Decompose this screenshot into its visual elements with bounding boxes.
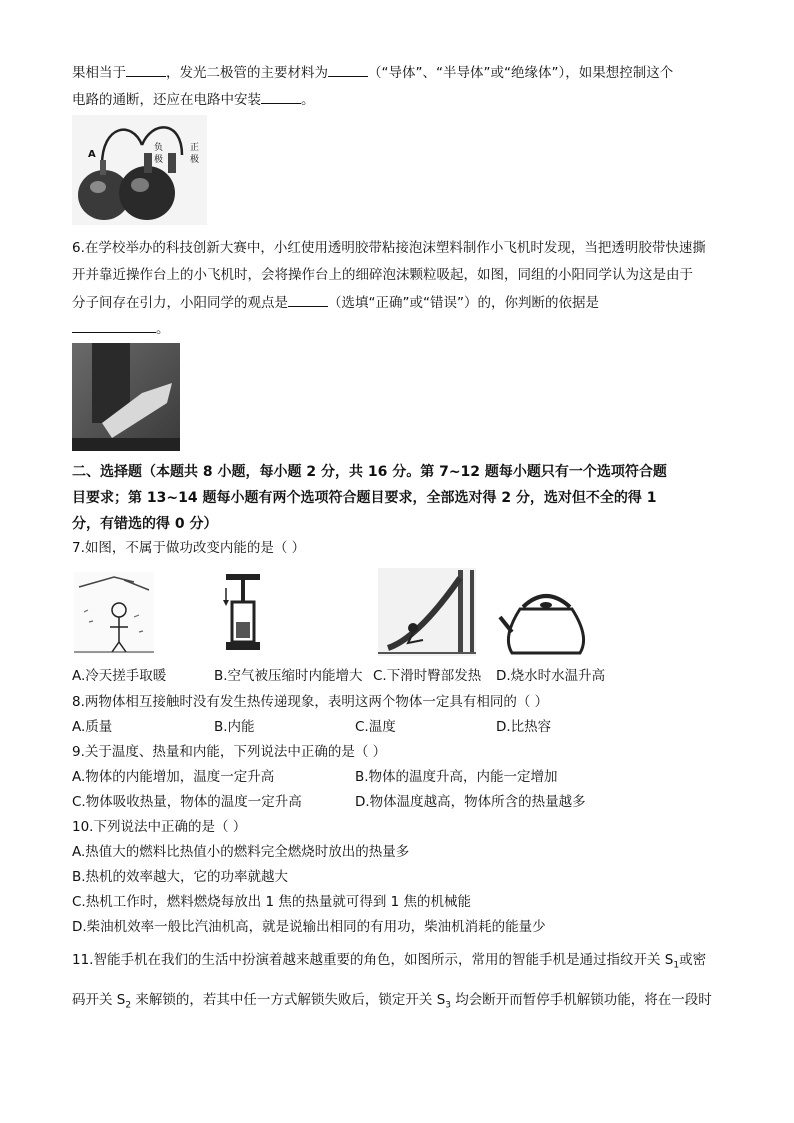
q10-option-b[interactable]: B.热机的效率越大，它的功率就越大	[72, 869, 289, 885]
q5-line-1	[72, 62, 673, 83]
section-2-heading-line-3: 分，有错选的得 0 分）	[72, 516, 218, 532]
q9-stem: 9.关于温度、热量和内能，下列说法中正确的是（ ）	[72, 744, 387, 760]
q9-option-a[interactable]: A.物体的内能增加，温度一定升高	[72, 769, 275, 785]
section-2-heading-line-1: 二、选择题（本题共 8 小题，每小题 2 分，共 16 分。第 7~12 题每小题只有一个选项符合题	[72, 464, 667, 480]
q8-stem: 8.两物体相互接触时没有发生热传递现象，表明这两个物体一定具有相同的（ ）	[72, 694, 549, 710]
svg-text:极: 极	[190, 155, 200, 165]
q10-option-c[interactable]: C.热机工作时，燃料燃烧每放出 1 焦的热量就可得到 1 焦的机械能	[72, 894, 472, 910]
q9-option-c[interactable]: C.物体吸收热量，物体的温度一定升高	[72, 794, 302, 810]
answer-blank	[328, 62, 368, 77]
q9-option-d[interactable]: D.物体温度越高，物体所含的热量越多	[355, 794, 586, 810]
q11-text: 11.智能手机在我们的生活中扮演着越来越重要的角色，如图所示，常用的智能手机是通过指纹开关 S	[72, 952, 674, 968]
q7-stem: 7.如图，不属于做功改变内能的是（ ）	[72, 540, 306, 556]
q7-option-d[interactable]: D.烧水时水温升高	[496, 668, 606, 684]
q10-option-a[interactable]: A.热值大的燃料比热值小的燃料完全燃烧时放出的热量多	[72, 844, 410, 860]
q7-option-b[interactable]: B.空气被压缩时内能增大	[214, 668, 363, 684]
q6-line-2: 开并靠近操作台上的小飞机时，会将操作台上的细碎泡沫颗粒吸起，如图，同组的小阳同学认为这是由于	[72, 267, 693, 283]
q8-option-b[interactable]: B.内能	[214, 719, 255, 735]
air-compression-figure	[218, 570, 268, 654]
q6-line-3	[72, 292, 599, 313]
q6-line-4	[72, 318, 170, 339]
label-negative: 负	[154, 143, 164, 153]
q11-line-2	[72, 990, 712, 1016]
answer-blank	[126, 62, 166, 77]
q11-line-1	[72, 950, 706, 976]
tape-photo-figure	[72, 343, 180, 451]
answer-blank	[261, 89, 301, 104]
q6-text: 。	[156, 321, 170, 337]
q7-option-a[interactable]: A.冷天搓手取暖	[72, 668, 167, 684]
q8-option-d[interactable]: D.比热容	[496, 719, 552, 735]
svg-text:极: 极	[154, 155, 164, 165]
label-a: A	[88, 149, 96, 160]
q10-stem: 10.下列说法中正确的是（ ）	[72, 819, 247, 835]
q6-text: （选填“正确”或“错误”）的，你判断的依据是	[328, 295, 599, 311]
q6-line-1: 6.在学校举办的科技创新大赛中，小红使用透明胶带粘接泡沫塑料制作小飞机时发现，当把透明胶带快速撕	[72, 240, 706, 256]
label-positive: 正	[190, 143, 200, 153]
q5-line-2	[72, 89, 315, 110]
kettle-figure	[498, 587, 594, 657]
section-2-heading-line-2: 目要求；第 13~14 题每小题有两个选项符合题目要求，全部选对得 2 分，选对但不全的得 1	[72, 490, 657, 506]
answer-blank	[288, 292, 328, 307]
q5-text: 。	[301, 92, 315, 108]
slide-figure	[378, 568, 476, 656]
answer-blank	[72, 318, 156, 333]
q5-text: 果相当于	[72, 65, 126, 81]
q11-text: 码开关 S	[72, 992, 126, 1008]
q5-text: ，发光二极管的主要材料为	[166, 65, 328, 81]
q11-text: 或密	[679, 952, 707, 968]
subscript: 3	[445, 1000, 451, 1011]
q10-option-d[interactable]: D.柴油机效率一般比汽油机高，就是说输出相同的有用功，柴油机消耗的能量少	[72, 919, 546, 935]
subscript: 1	[673, 960, 680, 971]
q5-text: （“导体”、“半导体”或“绝缘体”），如果想控制这个	[368, 65, 674, 81]
q11-text: 来解锁的，若其中任一方式解锁失败后，锁定开关 S	[131, 992, 446, 1008]
q8-option-a[interactable]: A.质量	[72, 719, 113, 735]
q11-text: 均会断开而暂停手机解锁功能，将在一段时	[451, 992, 712, 1008]
subscript: 2	[125, 1000, 132, 1011]
q7-option-c[interactable]: C.下滑时臀部发热	[373, 668, 482, 684]
q8-option-c[interactable]: C.温度	[355, 719, 396, 735]
rub-hands-figure	[74, 572, 154, 654]
q9-option-b[interactable]: B.物体的温度升高，内能一定增加	[355, 769, 558, 785]
fruit-battery-figure	[72, 115, 207, 225]
q6-text: 分子间存在引力，小阳同学的观点是	[72, 295, 288, 311]
q5-text: 电路的通断，还应在电路中安装	[72, 92, 261, 108]
